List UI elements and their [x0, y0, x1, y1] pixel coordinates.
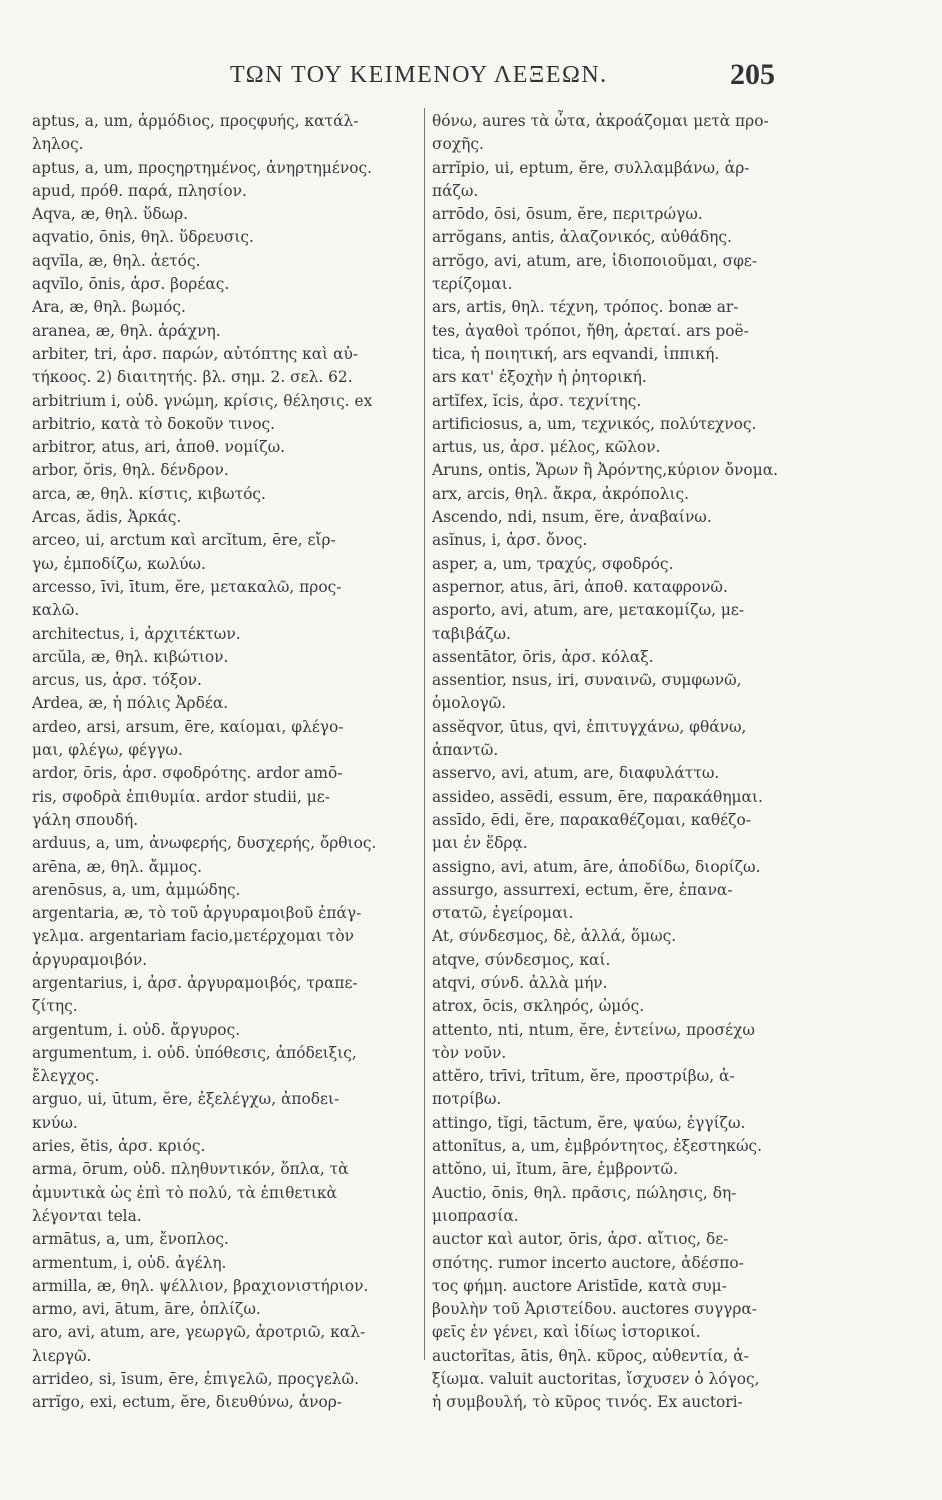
dictionary-line: arca, æ, θηλ. κίστις, κιβωτός. — [32, 484, 266, 503]
dictionary-line: aptus, a, um, ἁρμόδιος, προςφυής, κατάλ- — [32, 112, 359, 130]
dictionary-line: γάλη σπουδή. — [32, 810, 139, 829]
dictionary-line: attonĭtus, a, um, ἐμβρόντητος, ἐξεστηκώς. — [432, 1137, 763, 1156]
dictionary-line: γω, ἐμποδίζω, κωλύω. — [32, 554, 206, 573]
dictionary-line: aqvĭlo, ōnis, ἀρσ. βορέας. — [32, 275, 230, 294]
dictionary-line: arrĭpio, ui, eptum, ĕre, συλλαμβάνω, ἁρ- — [432, 158, 750, 177]
dictionary-line: τήκοος. 2) διαιτητής. βλ. σημ. 2. σελ. 62. — [32, 368, 353, 387]
page-number: 205 — [730, 58, 775, 91]
dictionary-line: assentior, nsus, iri, συναινῶ, συμφωνῶ, — [432, 671, 742, 690]
dictionary-line: assurgo, assurrexi, ectum, ĕre, ἐπανα- — [432, 880, 733, 899]
dictionary-line: τερίζομαι. — [432, 275, 513, 294]
dictionary-line: aspernor, atus, āri, ἀποθ. καταφρονῶ. — [432, 577, 728, 596]
dictionary-line: aro, avi, atum, are, γεωργῶ, ἀροτριῶ, καλ- — [32, 1323, 366, 1342]
dictionary-line: arrideo, si, īsum, ēre, ἐπιγελῶ, προςγελῶ. — [32, 1370, 359, 1389]
dictionary-line: argumentum, i. οὐδ. ὑπόθεσις, ἀπόδειξις, — [32, 1043, 357, 1062]
dictionary-line: apud, πρόθ. παρά, πλησίον. — [32, 181, 247, 200]
dictionary-line: σοχῆς. — [432, 135, 484, 154]
dictionary-line: attento, nti, ntum, ĕre, ἐντείνω, προσέχω — [432, 1020, 755, 1039]
dictionary-line: artus, us, ἀρσ. μέλος, κῶλον. — [432, 438, 661, 457]
dictionary-line: ποτρίβω. — [432, 1090, 502, 1109]
dictionary-line: arrōdo, ōsi, ōsum, ĕre, περιτρώγω. — [432, 205, 703, 224]
dictionary-line: attingo, tĭgi, tāctum, ĕre, ψαύω, ἐγγίζω. — [432, 1113, 746, 1132]
right-column — [432, 110, 912, 1415]
dictionary-line: asservo, avi, atum, are, διαφυλάττω. — [432, 764, 720, 783]
dictionary-line: atqve, σύνδεσμος, καί. — [432, 950, 611, 969]
dictionary-line: attĕro, trīvi, trītum, ĕre, προστρίβω, ἀ- — [432, 1067, 735, 1086]
dictionary-line: asper, a, um, τραχύς, σφοδρός. — [432, 554, 674, 573]
dictionary-line: ταβιβάζω. — [432, 624, 511, 643]
dictionary-line: asĭnus, i, ἀρσ. ὄνος. — [432, 531, 588, 550]
dictionary-line: arceo, ui, arctum καὶ arcĭtum, ēre, εἴρ- — [32, 531, 336, 550]
dictionary-line: ξίωμα. valuit auctoritas, ἴσχυσεν ὁ λόγος, — [432, 1370, 760, 1389]
dictionary-line: Aruns, ontis, Ἄρων ἢ Ἀρόντης,κύριον ὄνομα. — [432, 461, 778, 480]
dictionary-line: μαι, φλέγω, φέγγω. — [32, 741, 183, 760]
dictionary-line: armentum, i, οὐδ. ἀγέλη. — [32, 1253, 227, 1272]
dictionary-line: λιεργῶ. — [32, 1346, 92, 1365]
dictionary-line: artificiosus, a, um, τεχνικός, πολύτεχνος. — [432, 414, 757, 433]
dictionary-line: ardor, ōris, ἀρσ. σφοδρότης. ardor amō- — [32, 764, 343, 783]
dictionary-line: assideo, assēdi, essum, ēre, παρακάθημαι. — [432, 787, 763, 806]
column-divider — [424, 108, 425, 1360]
dictionary-line: arenōsus, a, um, ἀμμώδης. — [32, 880, 241, 899]
dictionary-line: arbor, ŏris, θηλ. δένδρον. — [32, 461, 229, 480]
dictionary-line: γελμα. argentariam facio,μετέρχομαι τὸν — [32, 927, 354, 946]
dictionary-line: aranea, æ, θηλ. ἀράχνη. — [32, 321, 221, 340]
dictionary-line: ἀργυραμοιβόν. — [32, 950, 148, 969]
dictionary-line: Ara, æ, θηλ. βωμός. — [32, 298, 186, 317]
dictionary-line: θόνω, aures τὰ ὦτα, ἀκροάζομαι μετὰ προ- — [432, 112, 769, 130]
dictionary-line: Arcas, ădis, Ἀρκάς. — [32, 508, 182, 527]
dictionary-line: Ascendo, ndi, nsum, ĕre, ἀναβαίνω. — [432, 508, 712, 527]
dictionary-line: arcesso, īvi, ītum, ĕre, μετακαλῶ, προς- — [32, 577, 342, 596]
dictionary-line: arbitror, atus, ari, ἀποθ. νομίζω. — [32, 438, 286, 457]
dictionary-line: atrox, ōcis, σκληρός, ὠμός. — [432, 997, 645, 1016]
dictionary-line: arx, arcis, θηλ. ἄκρα, ἀκρόπολις. — [432, 484, 690, 503]
dictionary-line: ἀμυντικὰ ὡς ἐπὶ τὸ πολύ, τὰ ἐπιθετικὰ — [32, 1183, 337, 1202]
dictionary-line: ζίτης. — [32, 997, 78, 1016]
dictionary-line: assentātor, ōris, ἀρσ. κόλαξ. — [432, 647, 654, 666]
dictionary-line: At, σύνδεσμος, δὲ, ἀλλά, ὅμως. — [432, 927, 677, 946]
dictionary-line: arcŭla, æ, θηλ. κιβώτιον. — [32, 647, 229, 666]
dictionary-line: auctor καὶ autor, ōris, ἀρσ. αἴτιος, δε- — [432, 1230, 729, 1249]
dictionary-line: ληλος. — [32, 135, 84, 154]
dictionary-line: auctorĭtas, ātis, θηλ. κῦρος, αὐθεντία, ἀ- — [432, 1346, 749, 1365]
dictionary-line: armilla, æ, θηλ. ψέλλιον, βραχιονιστήριον. — [32, 1276, 369, 1295]
dictionary-line: arguo, ui, ūtum, ĕre, ἐξελέγχω, ἀποδει- — [32, 1090, 340, 1109]
dictionary-line: ris, σφοδρὰ ἐπιθυμία. ardor studii, με- — [32, 787, 330, 806]
dictionary-line: assigno, avi, atum, āre, ἀποδίδω, διορίζω. — [432, 857, 761, 876]
dictionary-line: aries, ĕtis, ἀρσ. κριός. — [32, 1137, 206, 1156]
dictionary-line: στατῶ, ἐγείρομαι. — [432, 904, 574, 923]
dictionary-line: assĕqvor, ūtus, qvi, ἐπιτυγχάνω, φθάνω, — [432, 717, 747, 736]
dictionary-line: ars, artis, θηλ. τέχνη, τρόπος. bonæ ar- — [432, 298, 739, 317]
page-header — [0, 58, 942, 102]
dictionary-line: μαι ἐν ἕδρᾳ. — [432, 834, 528, 853]
dictionary-line: arbitrium i, οὐδ. γνώμη, κρίσις, θέλησις. ex — [32, 391, 373, 410]
dictionary-line: artĭfex, ĭcis, ἀρσ. τεχνίτης. — [432, 391, 642, 410]
dictionary-line: arduus, a, um, ἀνωφερής, δυσχερής, ὄρθιος. — [32, 834, 377, 853]
dictionary-line: φεῖς ἐν γένει, καὶ ἰδίως ἱστορικοί. — [432, 1323, 701, 1342]
dictionary-line: Ardea, æ, ἡ πόλις Ἀρδέα. — [32, 694, 229, 713]
dictionary-line: κνύω. — [32, 1113, 78, 1132]
left-column — [32, 110, 424, 1415]
dictionary-line: Aqva, æ, θηλ. ὕδωρ. — [32, 205, 189, 224]
dictionary-line: τος φήμη. auctore Aristīde, κατὰ συμ- — [432, 1276, 727, 1295]
dictionary-line: arma, ōrum, οὐδ. πληθυντικόν, ὅπλα, τὰ — [32, 1160, 349, 1179]
dictionary-line: armātus, a, um, ἔνοπλος. — [32, 1230, 229, 1249]
dictionary-line: arēna, æ, θηλ. ἄμμος. — [32, 857, 202, 876]
dictionary-line: ardeo, arsi, arsum, ēre, καίομαι, φλέγο- — [32, 717, 344, 736]
dictionary-line: arbitrio, κατὰ τὸ δοκοῦν τινος. — [32, 414, 276, 433]
dictionary-line: aptus, a, um, προςηρτημένος, ἀνηρτημένος. — [32, 158, 372, 177]
dictionary-line: ars κατ' ἐξοχὴν ἡ ῥητορική. — [432, 368, 647, 387]
dictionary-line: arrŏgans, antis, ἀλαζονικός, αὐθάδης. — [432, 228, 732, 247]
dictionary-line: arcus, us, ἀρσ. τόξον. — [32, 671, 202, 690]
dictionary-line: τὸν νοῦν. — [432, 1043, 507, 1062]
dictionary-line: tes, ἀγαθοὶ τρόποι, ἤθη, ἀρεταί. ars poë- — [432, 321, 749, 340]
running-title: ΤΩΝ ΤΟΥ ΚΕΙΜΕΝΟΥ ΛΕΞΕΩΝ. — [230, 62, 608, 88]
dictionary-line: armo, avi, ātum, āre, ὁπλίζω. — [32, 1300, 261, 1319]
dictionary-line: ὁμολογῶ. — [432, 694, 507, 713]
dictionary-line: arbiter, tri, ἀρσ. παρών, αὐτόπτης καὶ αὐ- — [32, 344, 359, 363]
dictionary-line: βουλὴν τοῦ Ἀριστείδου. auctores συγγρα- — [432, 1300, 757, 1319]
dictionary-line: argentaria, æ, τὸ τοῦ ἀργυραμοιβοῦ ἐπάγ- — [32, 904, 362, 923]
dictionary-line: ἡ συμβουλή, τὸ κῦρος τινός. Ex auctori- — [432, 1393, 743, 1412]
dictionary-line: μιοπρασία. — [432, 1206, 519, 1225]
dictionary-line: attŏno, ui, ĭtum, āre, ἐμβροντῶ. — [432, 1160, 679, 1179]
dictionary-line: ἀπαντῶ. — [432, 741, 499, 760]
dictionary-line: ἔλεγχος. — [32, 1067, 100, 1086]
dictionary-line: asporto, avi, atum, are, μετακομίζω, με- — [432, 601, 745, 620]
dictionary-line: aqvĭla, æ, θηλ. ἀετός. — [32, 251, 201, 270]
dictionary-line: argentum, i. οὐδ. ἄργυρος. — [32, 1020, 241, 1039]
dictionary-line: arrĭgo, exi, ectum, ĕre, διευθύνω, ἀνορ- — [32, 1393, 342, 1412]
dictionary-line: tica, ἡ ποιητική, ars eqvandi, ἱππική. — [432, 344, 720, 363]
dictionary-line: architectus, i, ἀρχιτέκτων. — [32, 624, 241, 643]
dictionary-line: σπότης. rumor incerto auctore, ἀδέσπο- — [432, 1253, 744, 1272]
dictionary-line: λέγονται tela. — [32, 1206, 142, 1225]
dictionary-line: atqvi, σύνδ. ἀλλὰ μήν. — [432, 973, 608, 992]
dictionary-line: arrŏgo, avi, atum, are, ἰδιοποιοῦμαι, σφε- — [432, 251, 758, 270]
dictionary-line: Auctio, ōnis, θηλ. πρᾶσις, πώλησις, δη- — [432, 1183, 737, 1202]
dictionary-line: argentarius, i, ἀρσ. ἀργυραμοιβός, τραπε- — [32, 973, 358, 992]
dictionary-line: aqvatio, ōnis, θηλ. ὕδρευσις. — [32, 228, 254, 247]
dictionary-line: assīdo, ēdi, ĕre, παρακαθέζομαι, καθέζο- — [432, 810, 751, 829]
dictionary-line: καλῶ. — [32, 601, 80, 620]
dictionary-line: πάζω. — [432, 181, 479, 200]
